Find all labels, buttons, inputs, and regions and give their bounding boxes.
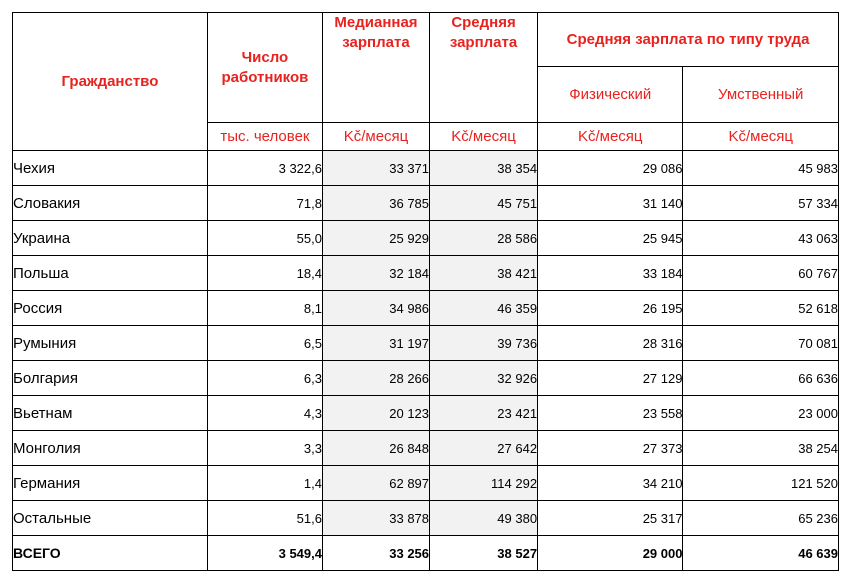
cell-country: Чехия xyxy=(13,151,208,186)
cell-workers: 51,6 xyxy=(207,501,322,536)
table-row xyxy=(13,501,839,536)
table-row xyxy=(13,256,839,291)
cell-mental: 60 767 xyxy=(683,256,839,291)
header-median-salary: Медианная зарплата xyxy=(322,13,429,123)
cell-median: 34 986 xyxy=(322,291,429,326)
cell-workers: 6,3 xyxy=(207,361,322,396)
table-row xyxy=(13,396,839,431)
cell-average: 49 380 xyxy=(430,501,538,536)
cell-workers: 1,4 xyxy=(207,466,322,501)
header-mental: Умственный xyxy=(683,67,839,123)
unit-mental: Kč/месяц xyxy=(683,123,839,151)
cell-country: Россия xyxy=(13,291,208,326)
cell-mental: 65 236 xyxy=(683,501,839,536)
cell-mental: 57 334 xyxy=(683,186,839,221)
cell-physical: 34 210 xyxy=(538,466,683,501)
header-workers: Число работников xyxy=(207,13,322,123)
cell-mental: 43 063 xyxy=(683,221,839,256)
total-median: 33 256 xyxy=(322,536,429,571)
table-row xyxy=(13,431,839,466)
unit-workers: тыс. человек xyxy=(207,123,322,151)
unit-average-salary: Kč/месяц xyxy=(430,123,538,151)
cell-workers: 55,0 xyxy=(207,221,322,256)
cell-median: 26 848 xyxy=(322,431,429,466)
total-mental: 46 639 xyxy=(683,536,839,571)
cell-physical: 27 129 xyxy=(538,361,683,396)
cell-median: 33 878 xyxy=(322,501,429,536)
cell-mental: 23 000 xyxy=(683,396,839,431)
cell-physical: 33 184 xyxy=(538,256,683,291)
cell-workers: 4,3 xyxy=(207,396,322,431)
table-row xyxy=(13,221,839,256)
cell-average: 23 421 xyxy=(430,396,538,431)
cell-average: 46 359 xyxy=(430,291,538,326)
cell-physical: 29 086 xyxy=(538,151,683,186)
cell-average: 38 421 xyxy=(430,256,538,291)
cell-mental: 52 618 xyxy=(683,291,839,326)
header-physical: Физический xyxy=(538,67,683,123)
cell-average: 32 926 xyxy=(430,361,538,396)
cell-workers: 3 322,6 xyxy=(207,151,322,186)
cell-mental: 66 636 xyxy=(683,361,839,396)
cell-country: Остальные xyxy=(13,501,208,536)
cell-country: Словакия xyxy=(13,186,208,221)
cell-median: 31 197 xyxy=(322,326,429,361)
table-row xyxy=(13,151,839,186)
cell-physical: 23 558 xyxy=(538,396,683,431)
cell-physical: 26 195 xyxy=(538,291,683,326)
cell-median: 28 266 xyxy=(322,361,429,396)
cell-country: Германия xyxy=(13,466,208,501)
cell-average: 45 751 xyxy=(430,186,538,221)
cell-average: 39 736 xyxy=(430,326,538,361)
cell-mental: 70 081 xyxy=(683,326,839,361)
cell-workers: 18,4 xyxy=(207,256,322,291)
header-average-by-type: Средняя зарплата по типу труда xyxy=(538,13,839,67)
total-label: ВСЕГО xyxy=(13,536,208,571)
table-row xyxy=(13,326,839,361)
cell-average: 114 292 xyxy=(430,466,538,501)
cell-workers: 8,1 xyxy=(207,291,322,326)
cell-physical: 27 373 xyxy=(538,431,683,466)
cell-median: 20 123 xyxy=(322,396,429,431)
cell-workers: 3,3 xyxy=(207,431,322,466)
cell-median: 62 897 xyxy=(322,466,429,501)
cell-workers: 6,5 xyxy=(207,326,322,361)
cell-mental: 121 520 xyxy=(683,466,839,501)
cell-physical: 31 140 xyxy=(538,186,683,221)
unit-median-salary: Kč/месяц xyxy=(322,123,429,151)
cell-country: Болгария xyxy=(13,361,208,396)
unit-physical: Kč/месяц xyxy=(538,123,683,151)
cell-country: Монголия xyxy=(13,431,208,466)
table-row xyxy=(13,466,839,501)
cell-workers: 71,8 xyxy=(207,186,322,221)
table-row xyxy=(13,291,839,326)
table-row xyxy=(13,186,839,221)
table-row xyxy=(13,361,839,396)
cell-average: 38 354 xyxy=(430,151,538,186)
cell-country: Вьетнам xyxy=(13,396,208,431)
cell-average: 27 642 xyxy=(430,431,538,466)
cell-median: 36 785 xyxy=(322,186,429,221)
total-physical: 29 000 xyxy=(538,536,683,571)
cell-physical: 28 316 xyxy=(538,326,683,361)
cell-country: Польша xyxy=(13,256,208,291)
cell-median: 25 929 xyxy=(322,221,429,256)
salary-table xyxy=(12,12,839,571)
header-average-salary: Средняя зарплата xyxy=(430,13,538,123)
total-average: 38 527 xyxy=(430,536,538,571)
header-citizenship: Гражданство xyxy=(13,13,208,151)
cell-mental: 45 983 xyxy=(683,151,839,186)
cell-median: 33 371 xyxy=(322,151,429,186)
cell-mental: 38 254 xyxy=(683,431,839,466)
total-workers: 3 549,4 xyxy=(207,536,322,571)
cell-country: Румыния xyxy=(13,326,208,361)
cell-country: Украина xyxy=(13,221,208,256)
cell-average: 28 586 xyxy=(430,221,538,256)
cell-physical: 25 317 xyxy=(538,501,683,536)
cell-physical: 25 945 xyxy=(538,221,683,256)
cell-median: 32 184 xyxy=(322,256,429,291)
total-row xyxy=(13,536,839,571)
